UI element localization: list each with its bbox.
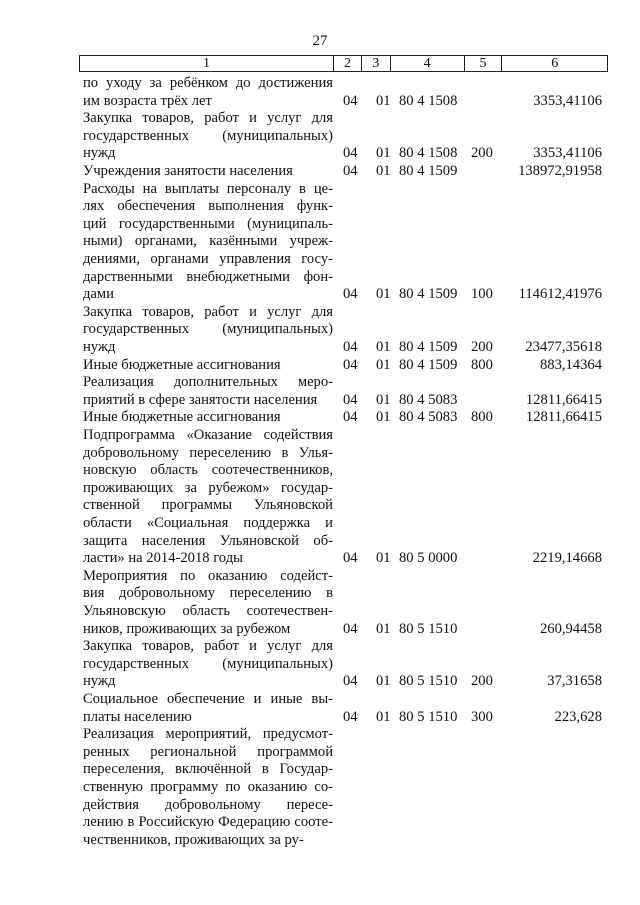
row-description [83,304,333,357]
description-line: Подпрограмма «Оказание содействия [83,427,333,443]
row-c3: 01 [376,286,391,303]
description-line: дами [83,286,114,303]
row-description [83,691,333,726]
row-c2: 04 [343,673,358,690]
row-c2: 04 [343,286,358,303]
row-c4: 80 4 5083 [399,391,458,408]
row-description [83,427,333,568]
description-line: добровольному переселению в Улья- [83,444,333,461]
row-c5: 100 [471,286,493,303]
description-line: ласти» на 2014-2018 годы [83,550,243,567]
description-line: проживающих за рубежом» государ- [83,479,333,496]
row-description [83,638,333,691]
description-line: переселения, включённой в Государ- [83,761,333,778]
table-row [0,110,640,163]
row-c3: 01 [376,145,391,162]
row-c6: 12811,66415 [525,409,602,426]
row-c2: 04 [343,145,358,162]
row-c3: 01 [376,673,391,690]
description-line: Реализация дополнительных меро- [83,374,333,391]
description-line: дарственными внебюджетными фон- [83,268,333,285]
row-c2: 04 [343,92,358,109]
table-row [0,691,640,726]
description-line: по уходу за ребёнком до достижения [83,75,333,91]
row-c4: 80 4 1509 [399,356,458,373]
description-line: ций государственными (муниципаль- [83,215,333,232]
row-c2: 04 [343,163,358,179]
description-line: Закупка товаров, работ и услуг для [83,303,333,320]
table-row [0,409,640,427]
row-description [83,374,333,409]
row-c3: 01 [376,163,391,179]
row-c5: 200 [471,673,493,690]
row-c6: 138972,91958 [518,163,602,179]
row-c6: 3353,41106 [533,92,602,109]
table-row [0,181,640,304]
description-line: ственную программу по оказанию со- [83,778,333,795]
row-c6: 37,31658 [547,673,602,690]
row-c5: 800 [471,409,493,426]
row-description [83,357,333,375]
row-description [83,75,333,110]
table-row [0,427,640,568]
row-c2: 04 [343,356,358,373]
table-row [0,726,640,849]
header-col-5: 5 [465,56,503,71]
row-c5: 200 [471,338,493,355]
description-line: защита населения Ульяновской об- [83,532,333,549]
description-line: Ульяновскую область соотечествен- [83,602,333,619]
row-c6: 114612,41976 [518,286,602,303]
row-c3: 01 [376,356,391,373]
header-col-3: 3 [362,56,391,71]
description-line: чественников, проживающих за ру- [83,831,304,848]
row-c6: 2219,14668 [532,550,602,567]
description-line: новскую область соотечественников, [83,462,333,479]
description-line: Закупка товаров, работ и услуг для [83,110,333,127]
table-row [0,638,640,691]
row-c2: 04 [343,391,358,408]
row-c4: 80 4 1508 [399,145,458,162]
row-c4: 80 4 1509 [399,338,458,355]
row-c3: 01 [376,92,391,109]
row-c6: 223,628 [554,708,602,725]
row-c4: 80 5 1510 [399,673,458,690]
row-c4: 80 4 1509 [399,163,458,179]
row-c4: 80 4 1508 [399,92,458,109]
row-c6: 883,14364 [539,356,602,373]
description-line: Мероприятия по оказанию содейст- [83,567,333,584]
description-line: нужд [83,145,116,162]
description-line: Реализация мероприятий, предусмот- [83,726,333,743]
row-c6: 3353,41106 [533,145,602,162]
row-c5: 800 [471,356,493,373]
row-c3: 01 [376,409,391,426]
description-line: ников, проживающих за рубежом [83,620,291,637]
row-c4: 80 4 1509 [399,286,458,303]
description-line: ными) органами, казёнными учреж- [83,233,333,250]
table-row [0,75,640,110]
row-c3: 01 [376,391,391,408]
row-c5: 300 [471,708,493,725]
description-line: государственных (муниципальных) [83,321,333,338]
row-c2: 04 [343,409,358,426]
description-line: Расходы на выплаты персоналу в це- [83,180,333,197]
description-line: Иные бюджетные ассигнования [83,409,281,426]
description-line: государственных (муниципальных) [83,655,333,672]
row-c3: 01 [376,708,391,725]
table-row [0,568,640,638]
description-line: области «Социальная поддержка и [83,514,333,531]
description-line: Учреждения занятости населения [83,163,293,179]
row-description [83,181,333,304]
row-c3: 01 [376,620,391,637]
description-line: ственной программы Ульяновской [83,497,333,514]
description-line: вия добровольному переселению в [83,585,333,602]
header-col-6: 6 [551,56,559,71]
description-line: им возраста трёх лет [83,92,212,109]
header-col-4: 4 [391,56,465,71]
description-line: приятий в сфере занятости населения [83,391,318,408]
description-line: лению в Российскую Федерацию соотe- [83,814,333,831]
description-line: нужд [83,673,116,690]
table-row [0,163,640,181]
row-c6: 23477,35618 [525,338,602,355]
row-description [83,163,333,181]
row-description [83,726,333,849]
description-line: Иные бюджетные ассигнования [83,356,281,373]
table-row [0,357,640,375]
row-description [83,110,333,163]
row-c3: 01 [376,338,391,355]
description-line: нужд [83,338,116,355]
description-line: Закупка товаров, работ и услуг для [83,638,333,655]
table-row [0,374,640,409]
row-c2: 04 [343,708,358,725]
row-description [83,568,333,638]
header-col-1: 1 [80,56,334,71]
description-line: дениями, органами управления госу- [83,250,333,267]
table-header [79,55,608,72]
description-line: государственных (муниципальных) [83,127,333,144]
table-row [0,304,640,357]
description-line: действия добровольному пересе- [83,796,333,813]
description-line: Социальное обеспечение и иные вы- [83,691,333,707]
row-c4: 80 5 1510 [399,620,458,637]
row-c6: 260,94458 [539,620,602,637]
row-c6: 12811,66415 [525,391,602,408]
page-number: 27 [312,33,328,49]
row-description [83,409,333,427]
row-c4: 80 5 1510 [399,708,458,725]
row-c2: 04 [343,550,358,567]
row-c3: 01 [376,550,391,567]
row-c2: 04 [343,338,358,355]
row-c2: 04 [343,620,358,637]
header-col-2: 2 [334,56,362,71]
row-c5: 200 [471,145,493,162]
description-line: платы населению [83,708,192,725]
description-line: ренных региональной программой [83,743,333,760]
row-c4: 80 5 0000 [399,550,458,567]
row-c4: 80 4 5083 [399,409,458,426]
description-line: лях обеспечения выполнения функ- [83,198,333,215]
